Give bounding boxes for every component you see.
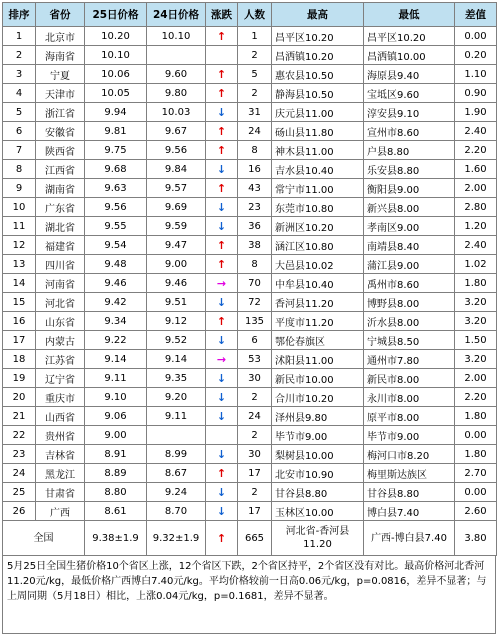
col-header-price-24: 24日价格: [147, 3, 206, 27]
price-report: [2, 2, 496, 634]
trend-arrow-icon: ↓: [206, 160, 238, 179]
col-header-province: 省份: [36, 3, 85, 27]
price-25-cell: 9.75: [85, 141, 147, 160]
price-25-cell: 9.06: [85, 407, 147, 426]
province-cell: 陕西省: [36, 141, 85, 160]
lowest-cell: 甘谷县8.80: [364, 483, 455, 502]
count-cell: 31: [238, 103, 272, 122]
province-cell: 北京市: [36, 27, 85, 46]
price-24-cell: 9.51: [147, 293, 206, 312]
table-row: [3, 236, 497, 255]
diff-cell: 1.80: [455, 274, 497, 293]
trend-arrow-icon: ↓: [206, 502, 238, 521]
province-cell: 重庆市: [36, 388, 85, 407]
rank-cell: 13: [3, 255, 36, 274]
diff-cell: 1.90: [455, 103, 497, 122]
diff-cell: 2.40: [455, 122, 497, 141]
rank-cell: 26: [3, 502, 36, 521]
price-24-cell: 8.70: [147, 502, 206, 521]
lowest-cell: 永川市8.00: [364, 388, 455, 407]
trend-arrow-icon: ↓: [206, 445, 238, 464]
province-cell: 辽宁省: [36, 369, 85, 388]
diff-cell: 2.20: [455, 141, 497, 160]
lowest-cell: 宝坻区9.60: [364, 84, 455, 103]
price-24-cell: 8.99: [147, 445, 206, 464]
rank-cell: 3: [3, 65, 36, 84]
rank-cell: 22: [3, 426, 36, 445]
province-cell: 广西: [36, 502, 85, 521]
price-24-cell: 9.24: [147, 483, 206, 502]
trend-arrow-icon: ↓: [206, 331, 238, 350]
price-24-cell: 9.11: [147, 407, 206, 426]
count-cell: 6: [238, 331, 272, 350]
price-24-cell: [147, 46, 206, 65]
price-25-cell: 8.61: [85, 502, 147, 521]
national-label-cell: 全国: [3, 521, 85, 556]
province-cell: 湖北省: [36, 217, 85, 236]
count-cell: 8: [238, 141, 272, 160]
diff-cell: 1.60: [455, 160, 497, 179]
trend-arrow-icon: ↓: [206, 103, 238, 122]
count-cell: 70: [238, 274, 272, 293]
col-header-lowest: 最低: [364, 3, 455, 27]
lowest-cell: 宁城县8.50: [364, 331, 455, 350]
highest-cell: 玉林区10.00: [272, 502, 364, 521]
price-25-cell: 9.22: [85, 331, 147, 350]
price-25-cell: 9.11: [85, 369, 147, 388]
col-header-price-25: 25日价格: [85, 3, 147, 27]
table-row: [3, 65, 497, 84]
highest-cell: 合川市10.20: [272, 388, 364, 407]
table-row: [3, 426, 497, 445]
rank-cell: 8: [3, 160, 36, 179]
lowest-cell: 梅河口市8.20: [364, 445, 455, 464]
col-header-highest: 最高: [272, 3, 364, 27]
price-25-cell: 9.55: [85, 217, 147, 236]
price-24-cell: 9.59: [147, 217, 206, 236]
summary-note: 5月25日全国生猪价格10个省区上涨，12个省区下跌，2个省区持平，2个省区没有对比。最高价格河北香河11.20元/kg，最低价格广西博白7.40元/kg。平均价格较前一日高0.06元/kg，p=0.0816，差异不显著；与上周同期（5月18日）相比，上涨0.04元/kg，p=0.1681，差异不显著。: [2, 556, 496, 634]
lowest-cell: 衡阳县9.00: [364, 179, 455, 198]
col-header-trend: 涨跌: [206, 3, 238, 27]
highest-cell: 沭阳县11.00: [272, 350, 364, 369]
table-row: [3, 217, 497, 236]
table-row: [3, 502, 497, 521]
price-25-cell: 9.00: [85, 426, 147, 445]
trend-arrow-icon: ↓: [206, 217, 238, 236]
province-cell: 内蒙古: [36, 331, 85, 350]
province-cell: 广东省: [36, 198, 85, 217]
price-25-cell: 10.05: [85, 84, 147, 103]
rank-cell: 24: [3, 464, 36, 483]
province-cell: 黑龙江: [36, 464, 85, 483]
highest-cell: 香河县11.20: [272, 293, 364, 312]
price-24-cell: 9.60: [147, 65, 206, 84]
pig-price-table: [2, 2, 497, 556]
lowest-cell: 博白县7.40: [364, 502, 455, 521]
diff-cell: 2.20: [455, 388, 497, 407]
price-25-cell: 9.94: [85, 103, 147, 122]
count-cell: 2: [238, 426, 272, 445]
trend-arrow-icon: ↓: [206, 407, 238, 426]
trend-arrow-icon: ↑: [206, 122, 238, 141]
price-24-cell: 9.57: [147, 179, 206, 198]
trend-arrow-icon: ↑: [206, 255, 238, 274]
highest-cell: 惠农县10.50: [272, 65, 364, 84]
table-row: [3, 293, 497, 312]
national-row: [3, 521, 497, 556]
rank-cell: 19: [3, 369, 36, 388]
highest-cell: 新民市10.00: [272, 369, 364, 388]
province-cell: 贵州省: [36, 426, 85, 445]
col-header-rank: 排序: [3, 3, 36, 27]
count-cell: 2: [238, 483, 272, 502]
table-row: [3, 312, 497, 331]
rank-cell: 23: [3, 445, 36, 464]
highest-cell: 泽州县9.80: [272, 407, 364, 426]
trend-arrow-icon: [206, 46, 238, 65]
price-25-cell: 9.54: [85, 236, 147, 255]
diff-cell: 2.80: [455, 198, 497, 217]
national-diff-cell: 3.80: [455, 521, 497, 556]
province-cell: 河北省: [36, 293, 85, 312]
highest-cell: 梨树县10.00: [272, 445, 364, 464]
rank-cell: 10: [3, 198, 36, 217]
lowest-cell: 宣州市8.60: [364, 122, 455, 141]
price-24-cell: 10.10: [147, 27, 206, 46]
highest-cell: 甘谷县8.80: [272, 483, 364, 502]
lowest-cell: 淳安县9.10: [364, 103, 455, 122]
diff-cell: 0.90: [455, 84, 497, 103]
rank-cell: 9: [3, 179, 36, 198]
table-row: [3, 464, 497, 483]
table-row: [3, 350, 497, 369]
rank-cell: 17: [3, 331, 36, 350]
rank-cell: 6: [3, 122, 36, 141]
diff-cell: 0.00: [455, 426, 497, 445]
price-25-cell: 9.10: [85, 388, 147, 407]
table-row: [3, 388, 497, 407]
diff-cell: 0.00: [455, 483, 497, 502]
price-24-cell: 9.52: [147, 331, 206, 350]
rank-cell: 18: [3, 350, 36, 369]
trend-arrow-icon: ↑: [206, 521, 238, 556]
count-cell: 24: [238, 122, 272, 141]
lowest-cell: 户县8.80: [364, 141, 455, 160]
count-cell: 30: [238, 445, 272, 464]
diff-cell: 2.00: [455, 179, 497, 198]
trend-arrow-icon: [206, 426, 238, 445]
lowest-cell: 原平市8.00: [364, 407, 455, 426]
price-24-cell: 9.14: [147, 350, 206, 369]
price-25-cell: 9.81: [85, 122, 147, 141]
national-count-cell: 665: [238, 521, 272, 556]
table-row: [3, 255, 497, 274]
count-cell: 38: [238, 236, 272, 255]
price-24-cell: 9.20: [147, 388, 206, 407]
trend-arrow-icon: ↓: [206, 293, 238, 312]
lowest-cell: 通州市7.80: [364, 350, 455, 369]
highest-cell: 毕节市9.00: [272, 426, 364, 445]
province-cell: 江苏省: [36, 350, 85, 369]
rank-cell: 2: [3, 46, 36, 65]
count-cell: 8: [238, 255, 272, 274]
price-25-cell: 9.56: [85, 198, 147, 217]
price-24-cell: 9.12: [147, 312, 206, 331]
count-cell: 17: [238, 502, 272, 521]
rank-cell: 21: [3, 407, 36, 426]
diff-cell: 3.20: [455, 312, 497, 331]
diff-cell: 1.80: [455, 445, 497, 464]
price-25-cell: 9.48: [85, 255, 147, 274]
trend-arrow-icon: ↓: [206, 483, 238, 502]
rank-cell: 12: [3, 236, 36, 255]
lowest-cell: 博野县8.00: [364, 293, 455, 312]
diff-cell: 2.40: [455, 236, 497, 255]
lowest-cell: 昌洒镇10.00: [364, 46, 455, 65]
diff-cell: 1.20: [455, 217, 497, 236]
province-cell: 吉林省: [36, 445, 85, 464]
highest-cell: 砀山县11.80: [272, 122, 364, 141]
price-25-cell: 10.10: [85, 46, 147, 65]
diff-cell: 2.00: [455, 369, 497, 388]
table-row: [3, 483, 497, 502]
price-25-cell: 9.42: [85, 293, 147, 312]
price-25-cell: 9.68: [85, 160, 147, 179]
price-24-cell: 10.03: [147, 103, 206, 122]
table-row: [3, 141, 497, 160]
lowest-cell: 毕节市9.00: [364, 426, 455, 445]
rank-cell: 11: [3, 217, 36, 236]
rank-cell: 25: [3, 483, 36, 502]
header-row: [3, 3, 497, 27]
table-row: [3, 407, 497, 426]
rank-cell: 15: [3, 293, 36, 312]
price-24-cell: [147, 426, 206, 445]
count-cell: 2: [238, 84, 272, 103]
highest-cell: 吉水县10.40: [272, 160, 364, 179]
rank-cell: 20: [3, 388, 36, 407]
col-header-diff: 差值: [455, 3, 497, 27]
count-cell: 30: [238, 369, 272, 388]
trend-arrow-icon: ↑: [206, 84, 238, 103]
lowest-cell: 昌平区10.20: [364, 27, 455, 46]
price-25-cell: 8.80: [85, 483, 147, 502]
table-row: [3, 369, 497, 388]
price-24-cell: 9.80: [147, 84, 206, 103]
count-cell: 43: [238, 179, 272, 198]
price-25-cell: 10.20: [85, 27, 147, 46]
highest-cell: 昌洒镇10.20: [272, 46, 364, 65]
province-cell: 天津市: [36, 84, 85, 103]
province-cell: 四川省: [36, 255, 85, 274]
highest-cell: 昌平区10.20: [272, 27, 364, 46]
trend-arrow-icon: ↑: [206, 236, 238, 255]
trend-arrow-icon: →: [206, 274, 238, 293]
price-24-cell: 9.00: [147, 255, 206, 274]
price-25-cell: 10.06: [85, 65, 147, 84]
count-cell: 17: [238, 464, 272, 483]
table-row: [3, 198, 497, 217]
highest-cell: 常宁市11.00: [272, 179, 364, 198]
diff-cell: 1.02: [455, 255, 497, 274]
price-24-cell: 8.67: [147, 464, 206, 483]
diff-cell: 1.10: [455, 65, 497, 84]
highest-cell: 新洲区10.20: [272, 217, 364, 236]
count-cell: 1: [238, 27, 272, 46]
highest-cell: 中牟县10.40: [272, 274, 364, 293]
trend-arrow-icon: ↓: [206, 369, 238, 388]
count-cell: 2: [238, 46, 272, 65]
price-24-cell: 9.56: [147, 141, 206, 160]
lowest-cell: 海原县9.40: [364, 65, 455, 84]
count-cell: 135: [238, 312, 272, 331]
province-cell: 江西省: [36, 160, 85, 179]
count-cell: 53: [238, 350, 272, 369]
trend-arrow-icon: ↑: [206, 65, 238, 84]
highest-cell: 神木县11.00: [272, 141, 364, 160]
table-row: [3, 331, 497, 350]
lowest-cell: 新兴县8.00: [364, 198, 455, 217]
highest-cell: 大邑县10.02: [272, 255, 364, 274]
price-25-cell: 9.34: [85, 312, 147, 331]
price-24-cell: 9.69: [147, 198, 206, 217]
price-24-cell: 9.35: [147, 369, 206, 388]
lowest-cell: 沂水县8.00: [364, 312, 455, 331]
table-row: [3, 160, 497, 179]
price-25-cell: 9.46: [85, 274, 147, 293]
highest-cell: 庆元县11.00: [272, 103, 364, 122]
table-row: [3, 179, 497, 198]
price-25-cell: 8.91: [85, 445, 147, 464]
province-cell: 甘肃省: [36, 483, 85, 502]
highest-cell: 北安市10.90: [272, 464, 364, 483]
rank-cell: 16: [3, 312, 36, 331]
province-cell: 河南省: [36, 274, 85, 293]
price-24-cell: 9.47: [147, 236, 206, 255]
diff-cell: 2.70: [455, 464, 497, 483]
rank-cell: 7: [3, 141, 36, 160]
lowest-cell: 蒲江县9.00: [364, 255, 455, 274]
count-cell: 36: [238, 217, 272, 236]
province-cell: 宁夏: [36, 65, 85, 84]
col-header-count: 人数: [238, 3, 272, 27]
trend-arrow-icon: ↑: [206, 27, 238, 46]
trend-arrow-icon: ↓: [206, 388, 238, 407]
lowest-cell: 梅里斯达族区: [364, 464, 455, 483]
diff-cell: 3.20: [455, 350, 497, 369]
rank-cell: 5: [3, 103, 36, 122]
highest-cell: 鄂伦春旗区: [272, 331, 364, 350]
rank-cell: 4: [3, 84, 36, 103]
count-cell: 16: [238, 160, 272, 179]
highest-cell: 平度市11.20: [272, 312, 364, 331]
count-cell: 5: [238, 65, 272, 84]
trend-arrow-icon: ↑: [206, 141, 238, 160]
trend-arrow-icon: ↑: [206, 312, 238, 331]
table-row: [3, 84, 497, 103]
trend-arrow-icon: →: [206, 350, 238, 369]
diff-cell: 2.60: [455, 502, 497, 521]
province-cell: 安徽省: [36, 122, 85, 141]
trend-arrow-icon: ↑: [206, 464, 238, 483]
lowest-cell: 南靖县8.40: [364, 236, 455, 255]
province-cell: 湖南省: [36, 179, 85, 198]
province-cell: 山东省: [36, 312, 85, 331]
price-25-cell: 9.14: [85, 350, 147, 369]
highest-cell: 东莞市10.80: [272, 198, 364, 217]
trend-arrow-icon: ↑: [206, 179, 238, 198]
lowest-cell: 乐安县8.80: [364, 160, 455, 179]
count-cell: 24: [238, 407, 272, 426]
province-cell: 福建省: [36, 236, 85, 255]
diff-cell: 0.00: [455, 27, 497, 46]
trend-arrow-icon: ↓: [206, 198, 238, 217]
rank-cell: 14: [3, 274, 36, 293]
diff-cell: 1.50: [455, 331, 497, 350]
table-row: [3, 27, 497, 46]
price-24-cell: 9.46: [147, 274, 206, 293]
highest-cell: 涵江区10.80: [272, 236, 364, 255]
count-cell: 72: [238, 293, 272, 312]
province-cell: 海南省: [36, 46, 85, 65]
lowest-cell: 孝南区9.00: [364, 217, 455, 236]
rank-cell: 1: [3, 27, 36, 46]
count-cell: 23: [238, 198, 272, 217]
national-highest-cell: 河北省-香河县11.20: [272, 521, 364, 556]
price-24-cell: 9.67: [147, 122, 206, 141]
count-cell: 2: [238, 388, 272, 407]
price-25-cell: 9.63: [85, 179, 147, 198]
diff-cell: 1.80: [455, 407, 497, 426]
price-24-cell: 9.84: [147, 160, 206, 179]
diff-cell: 3.20: [455, 293, 497, 312]
table-row: [3, 445, 497, 464]
lowest-cell: 禹州市8.60: [364, 274, 455, 293]
table-row: [3, 122, 497, 141]
table-row: [3, 274, 497, 293]
national-price-25-cell: 9.38±1.9: [85, 521, 147, 556]
table-row: [3, 46, 497, 65]
lowest-cell: 新民市8.00: [364, 369, 455, 388]
province-cell: 浙江省: [36, 103, 85, 122]
highest-cell: 静海县10.50: [272, 84, 364, 103]
table-body: [3, 27, 497, 556]
price-25-cell: 8.89: [85, 464, 147, 483]
national-lowest-cell: 广西-博白县7.40: [364, 521, 455, 556]
table-row: [3, 103, 497, 122]
province-cell: 山西省: [36, 407, 85, 426]
national-price-24-cell: 9.32±1.9: [147, 521, 206, 556]
diff-cell: 0.20: [455, 46, 497, 65]
